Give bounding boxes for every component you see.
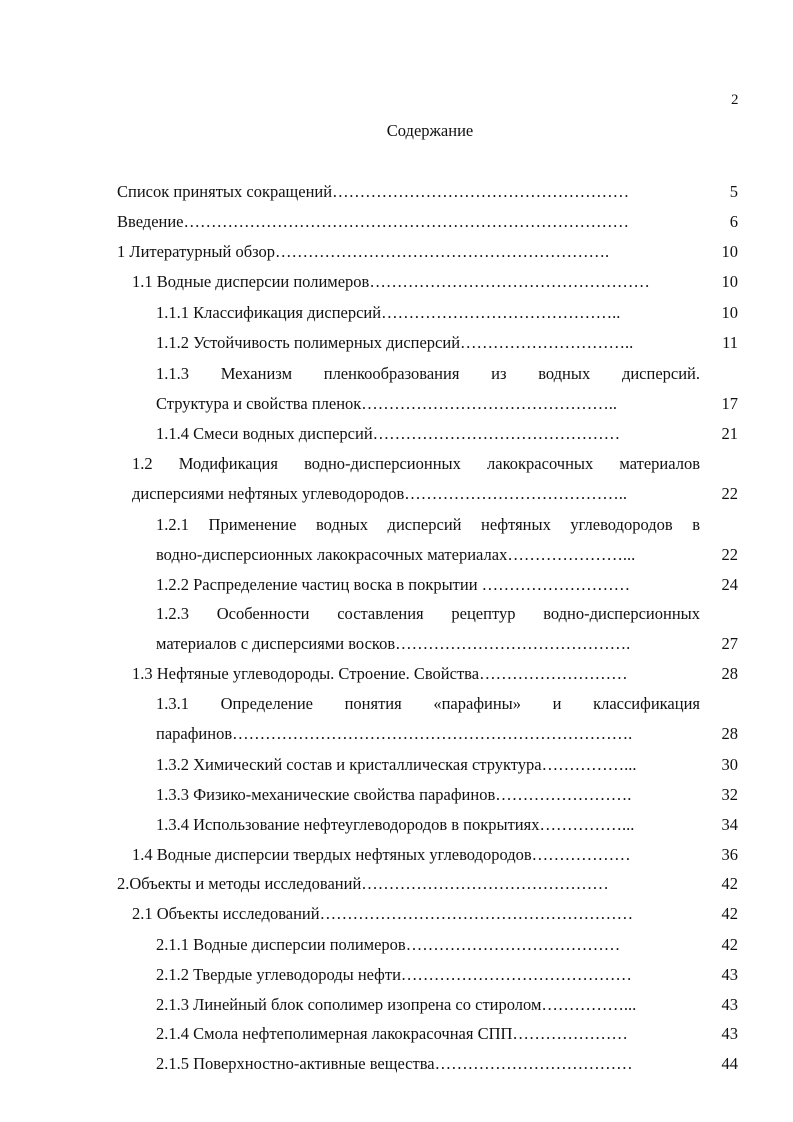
toc-entry-page: 43	[721, 965, 738, 984]
toc-entry-page: 11	[722, 333, 738, 352]
toc-entry-text-continued: дисперсиями нефтяных углеводородов…………………………………..	[132, 484, 628, 503]
toc-entry-page: 43	[721, 995, 738, 1014]
toc-entry-page: 22	[721, 545, 738, 564]
toc-entry-text: 1.3 Нефтяные углеводороды. Строение. Свойства………………………	[132, 664, 628, 683]
toc-entry-page: 21	[721, 424, 738, 443]
toc-entry-text: 1.4 Водные дисперсии твердых нефтяных углеводородов………………	[132, 845, 631, 864]
toc-entry-text: Список принятых сокращений………………………………………………	[117, 182, 630, 201]
toc-entry-page: 32	[721, 785, 738, 804]
toc-entry-text: 1.3.4 Использование нефтеуглеводородов в покрытиях……………...	[156, 815, 635, 834]
toc-entry-text: 1.3.2 Химический состав и кристаллическая структура……………...	[156, 755, 637, 774]
toc-entry-text-continued: парафинов……………………………………………………………….	[156, 724, 633, 743]
toc-entry-page: 42	[721, 874, 738, 893]
toc-entry-text: 1.3.3 Физико-механические свойства парафинов…………………….	[156, 785, 632, 804]
toc-entry-page: 10	[721, 272, 738, 291]
toc-entry-page: 24	[721, 575, 738, 594]
page-number: 2	[731, 92, 739, 108]
toc-entry-text: 2.1.2 Твердые углеводороды нефти……………………………………	[156, 965, 632, 984]
toc-entry-page: 36	[721, 845, 738, 864]
toc-entry-text: 1.2.2 Распределение частиц воска в покрытии ………………………	[156, 575, 631, 594]
toc-entry-text: 1 Литературный обзор…………………………………………………….	[117, 242, 610, 261]
page-title: Содержание	[386, 121, 474, 140]
toc-entry-text: 1.1.2 Устойчивость полимерных дисперсий…………………………..	[156, 333, 634, 352]
toc-entry-text: 2.1.5 Поверхностно-активные вещества………………………………	[156, 1054, 633, 1073]
toc-entry-page: 28	[721, 664, 738, 683]
toc-entry-page: 42	[721, 935, 738, 954]
toc-entry-text: 2.Объекты и методы исследований………………………………………	[117, 874, 609, 893]
toc-entry-text: 1.1 Водные дисперсии полимеров……………………………………………	[132, 272, 650, 291]
toc-entry-text: 2.1.1 Водные дисперсии полимеров…………………………………	[156, 935, 621, 954]
toc-entry-page: 42	[721, 904, 738, 923]
toc-entry-text: 2.1.4 Смола нефтеполимерная лакокрасочная СПП…………………	[156, 1024, 628, 1043]
toc-entry-text: 1.1.1 Классификация дисперсий……………………………………..	[156, 303, 621, 322]
toc-entry-text: 1.2.1 Применение водных дисперсий нефтяных углеводородов в	[156, 515, 700, 534]
toc-entry-page: 34	[721, 815, 738, 834]
toc-entry-text: 1.2 Модификация водно-дисперсионных лакокрасочных материалов	[132, 454, 700, 473]
toc-entry-page: 10	[721, 303, 738, 322]
toc-entry-text: 1.1.4 Смеси водных дисперсий………………………………………	[156, 424, 621, 443]
toc-entry-page: 44	[721, 1054, 738, 1073]
toc-entry-page: 22	[721, 484, 738, 503]
toc-entry-page: 5	[729, 182, 738, 201]
toc-entry-text-continued: водно-дисперсионных лакокрасочных материалах…………………...	[156, 545, 636, 564]
toc-entry-page: 43	[721, 1024, 738, 1043]
toc-entry-page: 28	[721, 724, 738, 743]
toc-entry-page: 30	[721, 755, 738, 774]
toc-entry-page: 27	[721, 634, 738, 653]
toc-entry-page: 10	[721, 242, 738, 261]
toc-entry-text: 2.1.3 Линейный блок сополимер изопрена со стиролом……………...	[156, 995, 637, 1014]
toc-entry-text-continued: материалов с дисперсиями восков…………………………………….	[156, 634, 631, 653]
toc-entry-text: 2.1 Объекты исследований…………………………………………………	[132, 904, 634, 923]
toc-entry-text: 1.3.1 Определение понятия «парафины» и классификация	[156, 694, 700, 713]
toc-entry-text: 1.1.3 Механизм пленкообразования из водных дисперсий.	[156, 364, 700, 383]
toc-entry-page: 17	[721, 394, 738, 413]
toc-entry-text: 1.2.3 Особенности составления рецептур водно-дисперсионных	[156, 604, 700, 623]
toc-entry-text: Введение………………………………………………………………………	[117, 212, 630, 231]
toc-entry-page: 6	[729, 212, 738, 231]
toc-entry-text-continued: Структура и свойства пленок………………………………………..	[156, 394, 618, 413]
